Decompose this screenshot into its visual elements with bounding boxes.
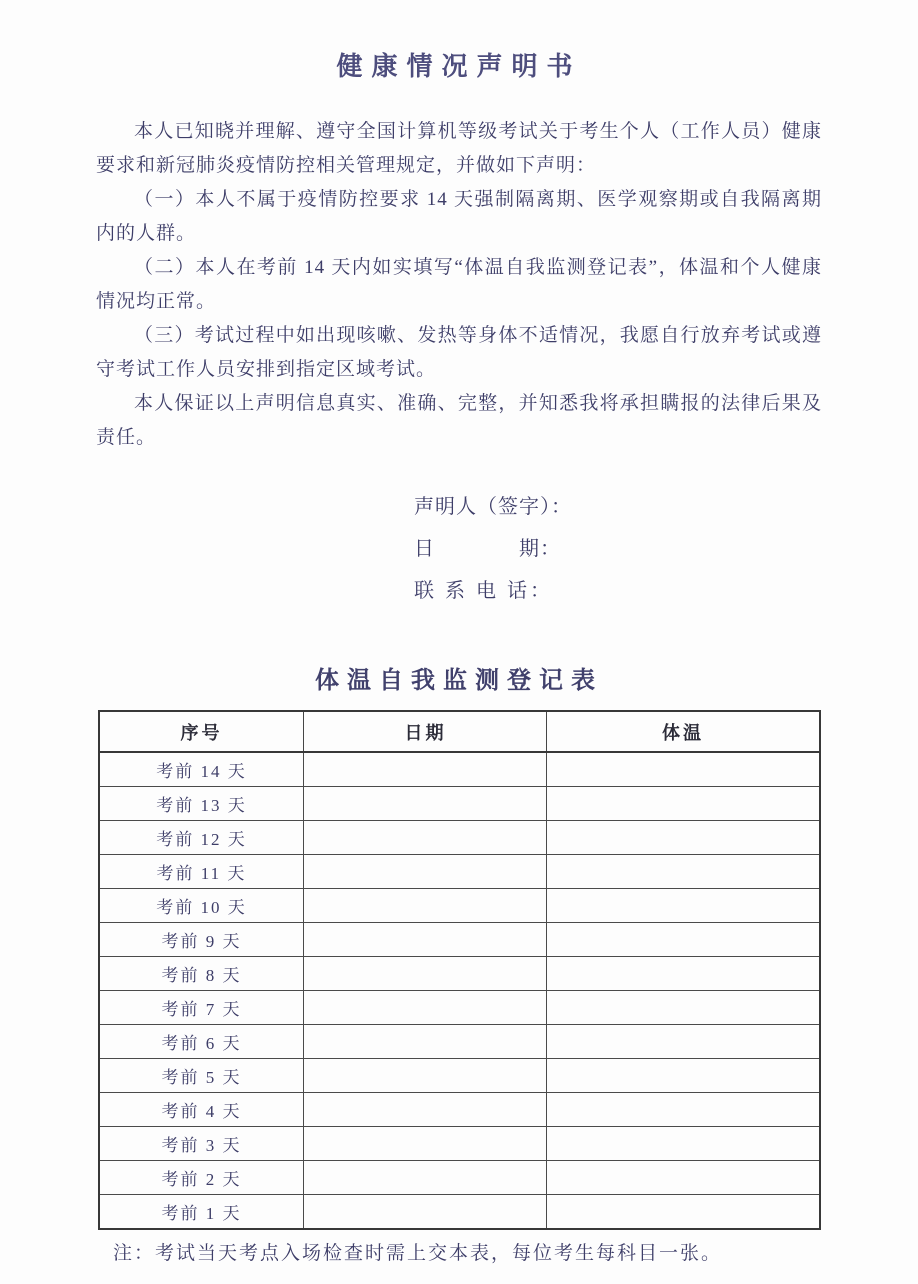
table-row xyxy=(99,1025,820,1059)
table-row xyxy=(99,1195,820,1230)
date-cell xyxy=(304,1059,547,1093)
seq-cell: 考前 2 天 xyxy=(99,1161,304,1195)
temp-cell xyxy=(547,855,820,889)
guarantee-paragraph: 本人保证以上声明信息真实、准确、完整，并知悉我将承担瞒报的法律后果及责任。 xyxy=(96,393,822,448)
seq-cell: 考前 14 天 xyxy=(99,752,304,787)
date-cell xyxy=(304,1093,547,1127)
seq-cell: 考前 6 天 xyxy=(99,1025,304,1059)
seq-cell: 考前 12 天 xyxy=(99,821,304,855)
temp-cell xyxy=(547,1025,820,1059)
column-header-temp: 体温 xyxy=(547,711,820,752)
temp-cell xyxy=(547,889,820,923)
date-label: 日 期： xyxy=(414,538,561,560)
table-row xyxy=(99,752,820,787)
clause-1-paragraph: （一）本人不属于疫情防控要求 14 天强制隔离期、医学观察期或自我隔离期内的人群。 xyxy=(96,189,822,244)
table-row xyxy=(99,889,820,923)
intro-paragraph: 本人已知晓并理解、遵守全国计算机等级考试关于考生个人（工作人员）健康要求和新冠肺炎疫情防控相关管理规定，并做如下声明： xyxy=(96,121,822,176)
date-cell xyxy=(304,889,547,923)
seq-cell: 考前 11 天 xyxy=(99,855,304,889)
temp-cell xyxy=(547,787,820,821)
date-cell xyxy=(304,1127,547,1161)
table-row xyxy=(99,787,820,821)
seq-cell: 考前 1 天 xyxy=(99,1195,304,1230)
temp-cell xyxy=(547,1161,820,1195)
declaration-body xyxy=(96,115,822,455)
column-header-date: 日期 xyxy=(304,711,547,752)
clause-2-paragraph: （二）本人在考前 14 天内如实填写“体温自我监测登记表”，体温和个人健康情况均正常。 xyxy=(96,257,822,312)
date-cell xyxy=(304,1025,547,1059)
document-title: 健康情况声明书 xyxy=(336,52,582,81)
temp-cell xyxy=(547,1059,820,1093)
footnote: 注：考试当天考点入场检查时需上交本表，每位考生每科目一张。 xyxy=(113,1243,723,1264)
temp-cell xyxy=(547,957,820,991)
temp-cell xyxy=(547,752,820,787)
date-cell xyxy=(304,1195,547,1230)
table-row xyxy=(99,957,820,991)
signer-signature-label: 声明人（签字）： xyxy=(414,496,572,518)
contact-phone-label: 联 系 电 话： xyxy=(414,580,553,602)
temp-cell xyxy=(547,923,820,957)
date-cell xyxy=(304,752,547,787)
date-cell xyxy=(304,957,547,991)
seq-cell: 考前 8 天 xyxy=(99,957,304,991)
date-cell xyxy=(304,855,547,889)
seq-cell: 考前 7 天 xyxy=(99,991,304,1025)
table-row xyxy=(99,991,820,1025)
temp-cell xyxy=(547,821,820,855)
seq-cell: 考前 13 天 xyxy=(99,787,304,821)
table-row xyxy=(99,1059,820,1093)
date-cell xyxy=(304,923,547,957)
table-row xyxy=(99,1127,820,1161)
temp-cell xyxy=(547,1195,820,1230)
table-row xyxy=(99,1161,820,1195)
date-cell xyxy=(304,787,547,821)
seq-cell: 考前 3 天 xyxy=(99,1127,304,1161)
signature-block xyxy=(414,497,918,602)
table-row xyxy=(99,821,820,855)
column-header-seq: 序号 xyxy=(99,711,304,752)
temp-cell xyxy=(547,991,820,1025)
table-row xyxy=(99,855,820,889)
clause-3-paragraph: （三）考试过程中如出现咳嗽、发热等身体不适情况，我愿自行放弃考试或遵守考试工作人员安排到指定区域考试。 xyxy=(96,325,822,380)
date-cell xyxy=(304,1161,547,1195)
date-cell xyxy=(304,991,547,1025)
seq-cell: 考前 5 天 xyxy=(99,1059,304,1093)
table-header-row xyxy=(99,711,820,752)
monitor-table-title: 体温自我监测登记表 xyxy=(315,668,603,694)
date-cell xyxy=(304,821,547,855)
temp-cell xyxy=(547,1093,820,1127)
table-row xyxy=(99,923,820,957)
seq-cell: 考前 9 天 xyxy=(99,923,304,957)
seq-cell: 考前 4 天 xyxy=(99,1093,304,1127)
temperature-monitor-table xyxy=(98,710,821,1230)
table-row xyxy=(99,1093,820,1127)
temp-cell xyxy=(547,1127,820,1161)
seq-cell: 考前 10 天 xyxy=(99,889,304,923)
